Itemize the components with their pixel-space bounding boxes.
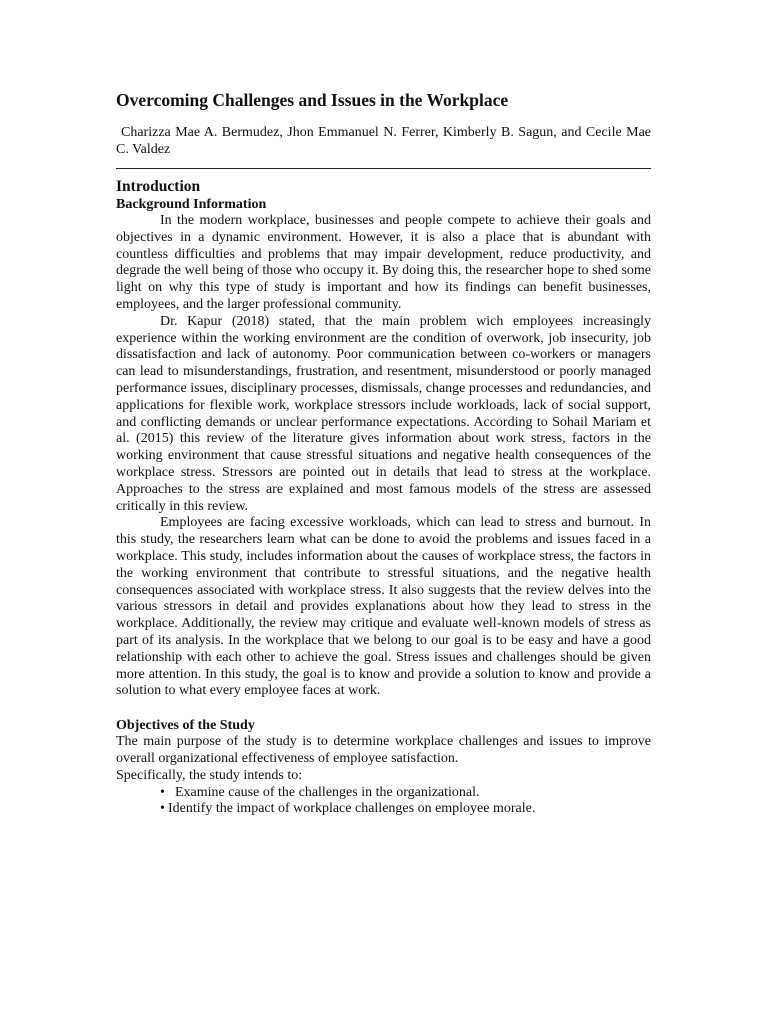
list-item-text: Examine cause of the challenges in the organizational. bbox=[175, 784, 480, 800]
objectives-list bbox=[116, 785, 651, 819]
list-item bbox=[116, 801, 651, 818]
objectives-purpose: The main purpose of the study is to determine workplace challenges and issues to improve overall organizational effectiveness of employee satisfaction. bbox=[116, 734, 651, 766]
list-item-text: Identify the impact of workplace challenges on employee morale. bbox=[168, 801, 536, 817]
bullet-icon: • bbox=[160, 784, 165, 800]
paragraph: Employees are facing excessive workloads, which can lead to stress and burnout. In this study, the researchers learn what can be done to avoid the problems and issues faced in a workplace. This study, includes information about the causes of workplace stress, the factors in the working environment that contribute to stressful situations, and the negative health consequences associated with workplace stress. It also suggests that the review delves into the various stressors in detail and provides explanations about how they lead to stress in the workplace. Additionally, the review may critique and evaluate well-known models of stress as part of its analysis. In the workplace that we belong to our goal is to be easy and have a good relationship with each other to achieve the goal. Stress issues and challenges should be given more attention. In this study, the goal is to know and provide a solution to know and provide a solution to what every employee faces at work. bbox=[116, 515, 651, 699]
paragraph: Dr. Kapur (2018) stated, that the main problem wich employees increasingly experience within the working environment are the condition of overwork, job insecurity, job dissatisfaction and lack of autonomy. Poor communication between co-workers or managers can lead to misunderstandings, frustration, and resentment, misunderstood or poorly managed performance issues, disciplinary processes, dismissals, change processes and redundancies, and applications for flexible work, workplace stressors include workloads, lack of social support, and conflicting demands or unclear performance expectations. According to Sohail Mariam et al. (2015) this review of the literature gives information about work stress, factors in the working environment that cause stressful situations and negative health consequences of the workplace stress. Stressors are pointed out in details that lead to stress at the workplace. Approaches to the stress are explained and most famous models of the stress are assessed critically in this review. bbox=[116, 313, 651, 514]
document-page bbox=[116, 88, 651, 818]
paper-title: Overcoming Challenges and Issues in the Workplace bbox=[116, 90, 509, 110]
title-divider bbox=[116, 168, 651, 169]
bullet-icon: • bbox=[160, 801, 165, 817]
objectives-intro: Specifically, the study intends to: bbox=[116, 767, 303, 783]
author-list: Charizza Mae A. Bermudez, Jhon Emmanuel N. Ferrer, Kimberly B. Sagun, and Cecile Mae C. Valdez bbox=[116, 125, 651, 157]
paragraph: In the modern workplace, businesses and people compete to achieve their goals and objectives in a dynamic environment. However, it is also a place that is abundant with countless difficulties and problems that may impair development, reduce productivity, and degrade the well being of those who occupy it. By doing this, the researcher hope to shed some light on why this type of study is important and how its findings can benefit businesses, employees, and the larger professional community. bbox=[116, 213, 651, 312]
section-heading-introduction: Introduction bbox=[116, 178, 201, 195]
section-heading-objectives: Objectives of the Study bbox=[116, 718, 255, 734]
subsection-heading-background: Background Information bbox=[116, 197, 267, 212]
list-item bbox=[116, 785, 651, 802]
